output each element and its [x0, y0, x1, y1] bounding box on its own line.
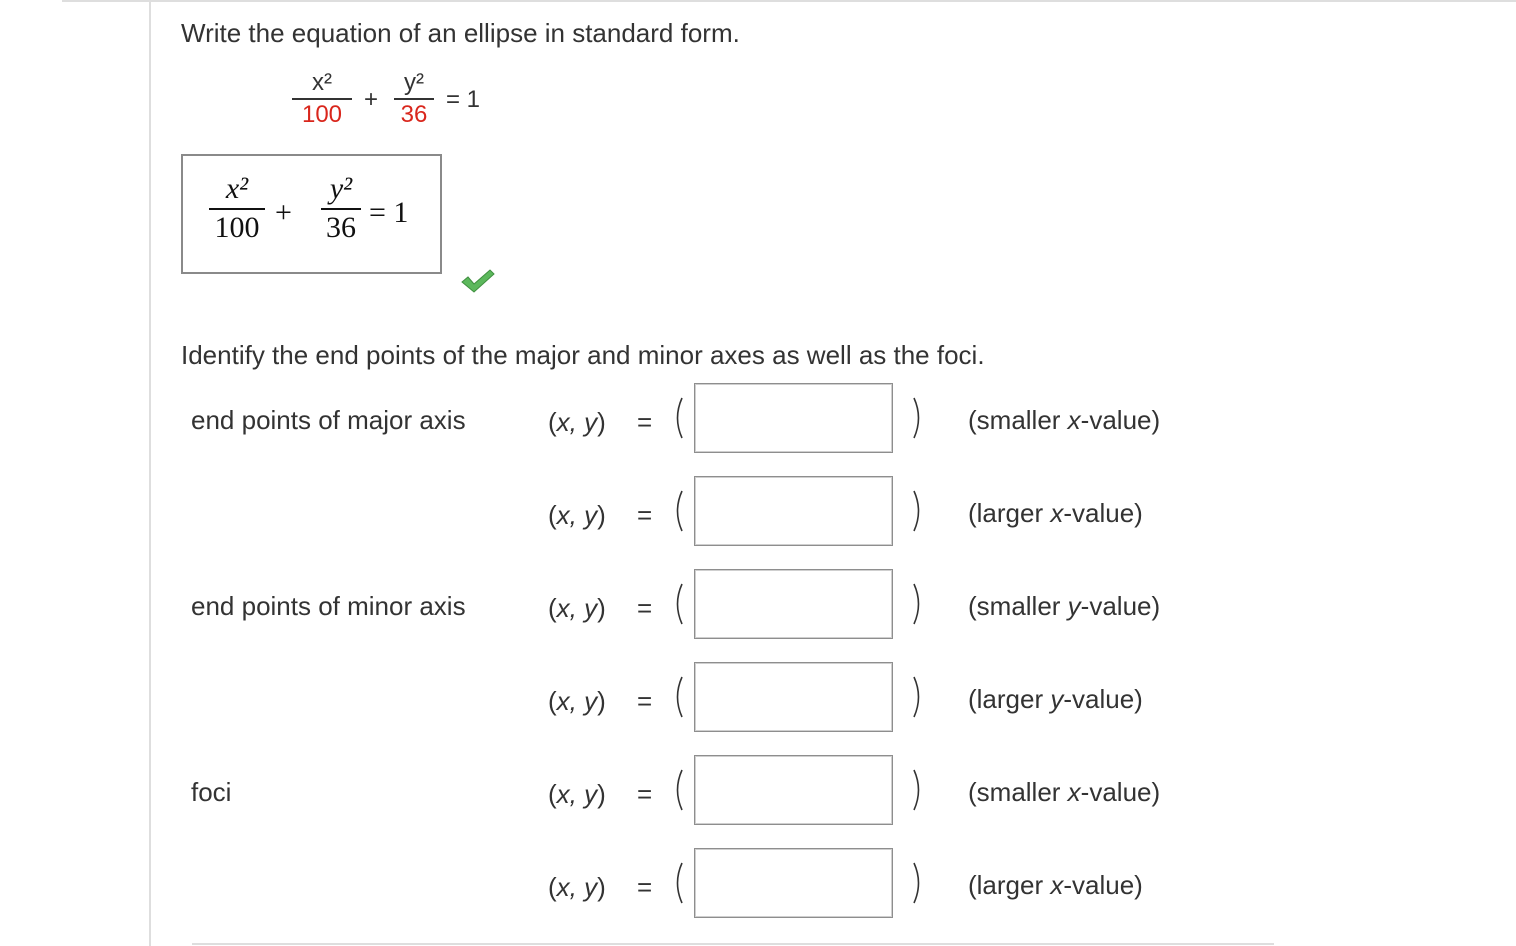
equals-sign: =	[637, 500, 653, 530]
given-numerator-x: x²	[312, 69, 332, 96]
value-hint: (smaller y-value)	[968, 591, 1161, 621]
equation-answer-box[interactable]	[181, 154, 442, 274]
close-paren-icon	[910, 768, 926, 812]
group-label: foci	[191, 777, 232, 807]
open-paren-icon	[670, 675, 686, 719]
left-divider	[149, 0, 151, 946]
part2-prompt: Identify the end points of the major and minor axes as well as the foci.	[181, 340, 985, 370]
close-paren-icon	[910, 675, 926, 719]
answer-numerator-y: y²	[329, 172, 353, 205]
coordinate-input[interactable]	[694, 569, 893, 639]
open-paren-icon	[670, 489, 686, 533]
given-plus: +	[364, 86, 379, 113]
answer-denominator-x: 100	[214, 211, 260, 244]
open-paren-icon	[670, 396, 686, 440]
open-paren-icon	[670, 861, 686, 905]
checkmark-icon	[460, 268, 496, 294]
given-fraction-y	[394, 68, 434, 130]
point-label: (x, y)	[548, 407, 606, 437]
group-label: end points of minor axis	[191, 591, 466, 621]
bottom-divider	[192, 943, 1274, 945]
coordinate-input[interactable]	[694, 755, 893, 825]
answer-rhs: = 1	[369, 196, 409, 229]
value-hint: (larger y-value)	[968, 684, 1143, 714]
value-hint: (smaller x-value)	[968, 777, 1161, 807]
equals-sign: =	[637, 407, 653, 437]
point-label: (x, y)	[548, 500, 606, 530]
value-hint: (larger x-value)	[968, 498, 1143, 528]
given-fraction-x	[292, 68, 352, 130]
point-label: (x, y)	[548, 872, 606, 902]
equals-sign: =	[637, 872, 653, 902]
close-paren-icon	[910, 396, 926, 440]
value-hint: (larger x-value)	[968, 870, 1143, 900]
coordinate-input[interactable]	[694, 848, 893, 918]
equals-sign: =	[637, 593, 653, 623]
close-paren-icon	[910, 489, 926, 533]
top-divider	[62, 0, 1516, 2]
group-label: end points of major axis	[191, 405, 466, 435]
given-numerator-y: y²	[404, 69, 424, 96]
given-rhs: = 1	[446, 86, 481, 113]
point-label: (x, y)	[548, 686, 606, 716]
equals-sign: =	[637, 686, 653, 716]
coordinate-input[interactable]	[694, 476, 893, 546]
answer-fraction-y	[321, 170, 361, 246]
answer-numerator-x: x²	[225, 172, 249, 205]
point-label: (x, y)	[548, 593, 606, 623]
point-label: (x, y)	[548, 779, 606, 809]
close-paren-icon	[910, 861, 926, 905]
coordinate-input[interactable]	[694, 662, 893, 732]
value-hint: (smaller x-value)	[968, 405, 1161, 435]
question-prompt: Write the equation of an ellipse in standard form.	[181, 18, 740, 48]
close-paren-icon	[910, 582, 926, 626]
given-denominator-x: 100	[301, 101, 343, 128]
equals-sign: =	[637, 779, 653, 809]
given-denominator-y: 36	[400, 101, 428, 128]
answer-fraction-x	[209, 170, 265, 246]
open-paren-icon	[670, 768, 686, 812]
answer-plus: +	[275, 196, 292, 229]
open-paren-icon	[670, 582, 686, 626]
coordinate-input[interactable]	[694, 383, 893, 453]
answer-denominator-y: 36	[326, 211, 356, 244]
